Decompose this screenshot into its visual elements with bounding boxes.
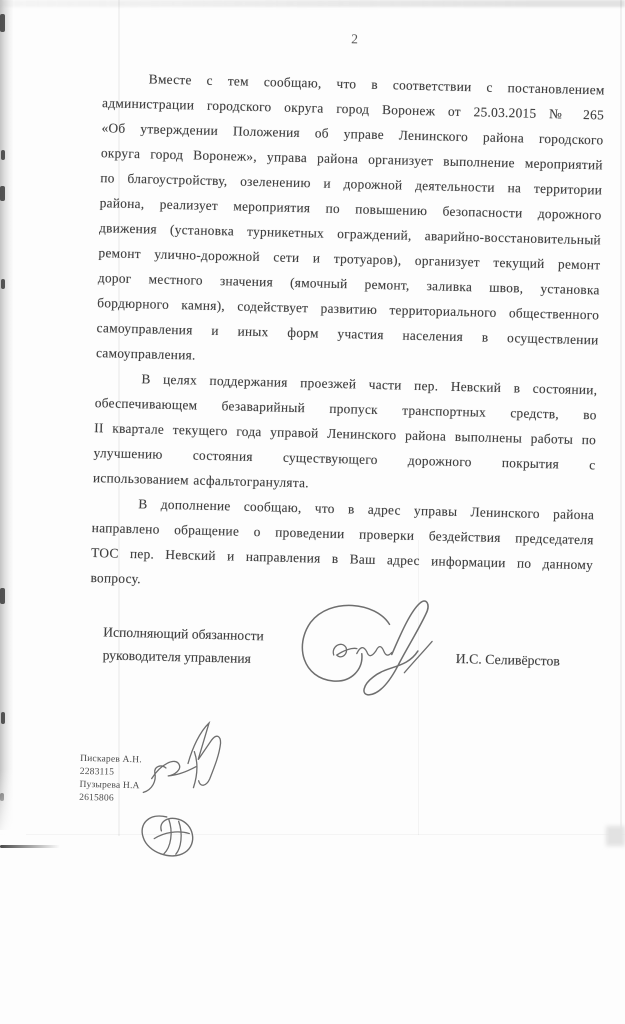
document-line: администрации городского округа город Воронеж от 25.03.2015 № 265 bbox=[101, 95, 605, 123]
document-line: В целях поддержания проезжей части пер. Невский в состоянии, bbox=[141, 371, 598, 398]
letter-body bbox=[90, 65, 605, 602]
document-line: по благоустройству, озеленению и дорожной деятельности на территории bbox=[100, 170, 603, 198]
signatory-role-line: руководителя управления bbox=[102, 647, 252, 666]
executor-phone: 2615806 bbox=[79, 792, 114, 804]
document-line: движения (установка турникетных ограждений, аварийно-восстановительный bbox=[98, 220, 602, 248]
document-line: Вместе с тем сообщаю, что в соответствии с постановлением bbox=[148, 71, 605, 98]
document-line: самоуправления. bbox=[95, 345, 196, 363]
document-line: В дополнение сообщаю, что в адрес управы Ленинского района bbox=[138, 496, 595, 523]
document-line: ремонт улично-дорожной сети и тротуаров), организует текущий ремонт bbox=[98, 245, 601, 273]
letter-page bbox=[0, 23, 625, 898]
document-line: «Об утверждении Положения об управе Ленинского района городского bbox=[101, 120, 604, 148]
signatory-name: И.С. Селивёрстов bbox=[455, 650, 561, 669]
document-line: улучшению состояния существующего дорожного покрытия с bbox=[93, 445, 596, 473]
document-line: вопросу. bbox=[90, 570, 142, 587]
page-number: 2 bbox=[350, 31, 359, 47]
document-line: использованием асфальтогранулята. bbox=[92, 470, 310, 491]
document-line: II квартале текущего года управой Ленинского района выполнены работы по bbox=[94, 420, 597, 448]
executor-phone: 2283115 bbox=[79, 766, 115, 778]
handwritten-signature-icon bbox=[291, 590, 450, 712]
document-line: дорог местного значения (ямочный ремонт, заливка швов, установка bbox=[97, 270, 600, 298]
document-line: самоуправления и иных форм участия населения в осуществлении bbox=[96, 320, 599, 348]
document-line: бордюрного камня), содействует развитию территориального общественного bbox=[97, 295, 600, 323]
executor-name: Пискарев А.Н. bbox=[80, 753, 142, 766]
document-line: ТОС пер. Невский и направления в Ваш адрес информации по данному bbox=[90, 545, 594, 573]
scan-top-smudge bbox=[0, 0, 625, 7]
document-line: направлено обращение о проведении проверки бездействия председателя bbox=[91, 520, 594, 548]
initials-signature-icon bbox=[128, 714, 258, 867]
paper-corner-shadow bbox=[606, 826, 625, 846]
document-line: округа город Воронеж», управа района организует выполнение мероприятий bbox=[100, 145, 603, 173]
signatory-role-line: Исполняющий обязанности bbox=[103, 624, 264, 644]
document-line: обеспечивающем безаварийный пропуск транспортных средств, во bbox=[94, 395, 597, 423]
document-line: района, реализует мероприятия по повышению безопасности дорожного bbox=[99, 195, 602, 223]
executor-name: Пузырева Н.А bbox=[79, 779, 140, 792]
